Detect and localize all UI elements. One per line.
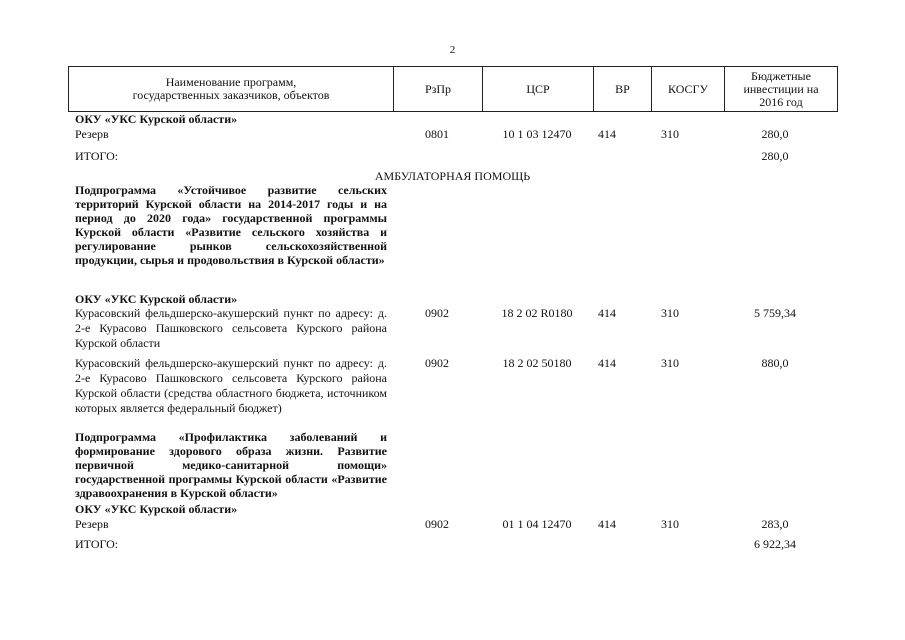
row-budget: 880,0 (761, 356, 789, 370)
total-label-1: ИТОГО: (75, 149, 119, 163)
row-kosgu: 310 (661, 306, 679, 320)
row-vr: 414 (598, 356, 616, 370)
row-budget: 283,0 (761, 517, 789, 531)
subprogram-2: Подпрограмма «Профилактика заболеваний и формирование здорового образа жизни. Развитие первичной медико-санитарной помощи» государственной программы Курской области «Развитие здравоохранения в Курской области» (75, 430, 387, 500)
row-name: Курасовский фельдшерско-акушерский пункт по адресу: д. 2-е Курасово Пашковского сельсовета Курского района Курской области (средства областного бюджета, источником которых является федеральный бюджет) (75, 356, 387, 415)
header-name-text: Наименование программ, государственных заказчиков, объектов (132, 75, 330, 102)
row-rzpr: 0902 (425, 356, 449, 370)
table-header (68, 66, 838, 112)
header-kosgu: КОСГУ (651, 67, 724, 111)
section-title: АМБУЛАТОРНАЯ ПОМОЩЬ (374, 169, 531, 183)
row-budget: 5 759,34 (754, 306, 796, 320)
row-kosgu: 310 (661, 517, 679, 531)
row-kosgu: 310 (661, 356, 679, 370)
row-csr: 18 2 02 R0180 (501, 306, 573, 320)
row-rzpr: 0902 (425, 517, 449, 531)
row-csr: 01 1 04 12470 (502, 517, 572, 531)
customer-1-label: ОКУ «УКС Курской области» (75, 112, 238, 126)
row-name: Курасовский фельдшерско-акушерский пункт по адресу: д. 2-е Курасово Пашковского сельсовета Курского района Курской области (75, 306, 387, 350)
customer-2-label: ОКУ «УКС Курской области» (75, 292, 238, 306)
row-kosgu: 310 (661, 127, 679, 141)
row-name: Резерв (75, 517, 109, 531)
row-name: Резерв (75, 127, 109, 141)
row-csr: 10 1 03 12470 (502, 127, 572, 141)
row-vr: 414 (598, 306, 616, 320)
page-number: 2 (449, 44, 456, 56)
header-csr: ЦСР (482, 67, 593, 111)
total-label-2: ИТОГО: (75, 537, 119, 551)
row-rzpr: 0902 (425, 306, 449, 320)
header-rzpr: РзПр (393, 67, 482, 111)
subprogram-1: Подпрограмма «Устойчивое развитие сельских территорий Курской области на 2014-2017 годы и на период до 2020 года» государственной программы Курской области «Развитие сельского хозяйства и регулирование рынков сельскохозяйственной продукции, сырья и продовольствия в Курской области» (75, 183, 387, 267)
header-budget-text: Бюджетные инвестиции на 2016 год (743, 68, 819, 109)
customer-3-label: ОКУ «УКС Курской области» (75, 502, 238, 516)
header-budget (724, 67, 837, 111)
row-budget: 280,0 (761, 127, 789, 141)
row-csr: 18 2 02 50180 (502, 356, 572, 370)
row-rzpr: 0801 (425, 127, 449, 141)
header-vr: ВР (593, 67, 651, 111)
row-vr: 414 (598, 127, 616, 141)
header-name (69, 67, 393, 111)
total-value-1: 280,0 (761, 149, 789, 163)
total-value-2: 6 922,34 (754, 537, 796, 551)
row-vr: 414 (598, 517, 616, 531)
